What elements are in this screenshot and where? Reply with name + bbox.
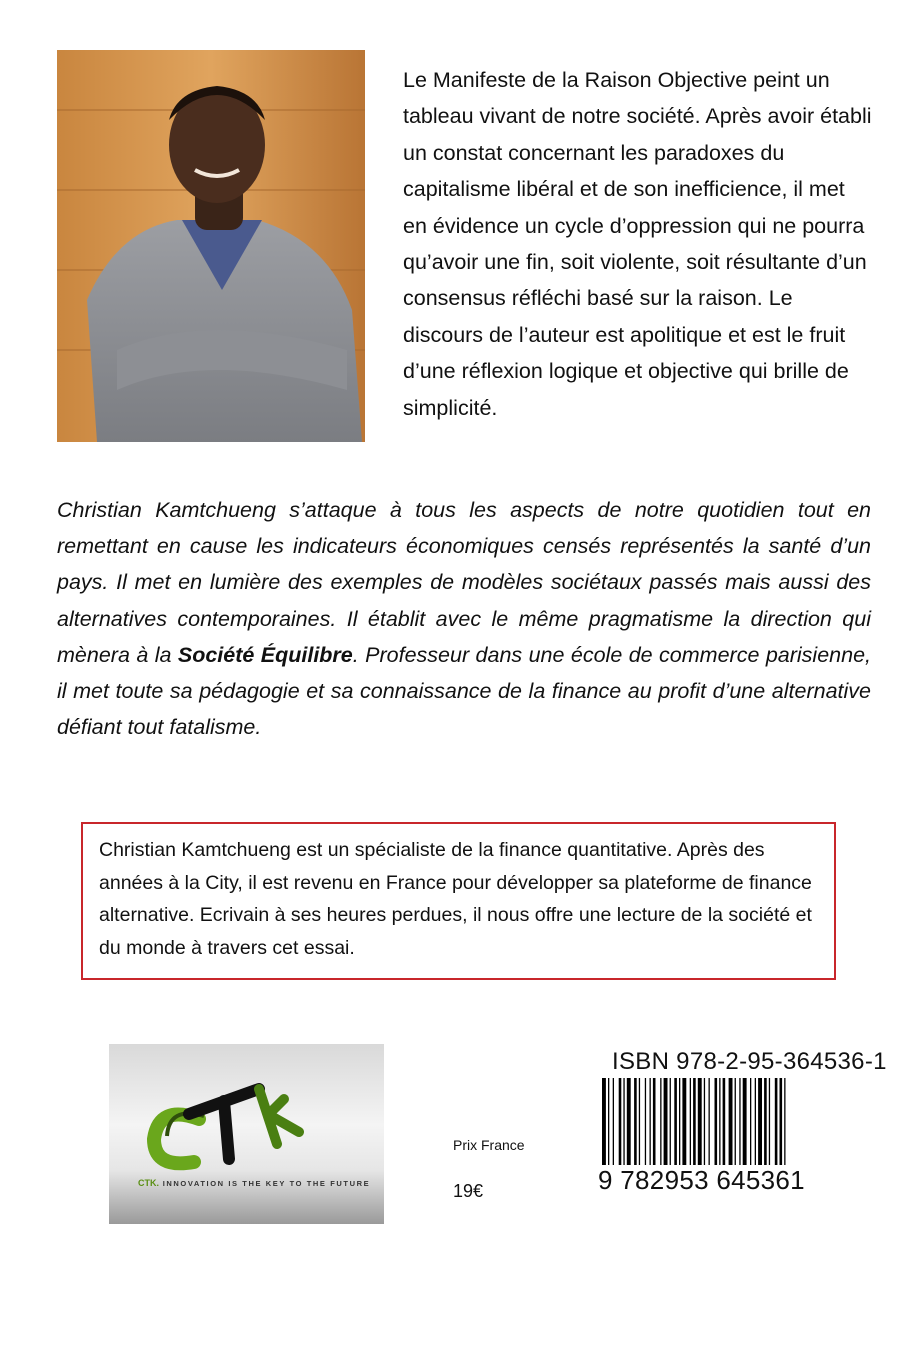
logo-brand: CTK. xyxy=(138,1178,159,1188)
isbn-label: ISBN 978-2-95-364536-1 xyxy=(612,1048,887,1075)
bio-bold-title: Société Équilibre xyxy=(177,642,353,667)
bio-text-part1: Christian Kamtchueng s’attaque à tous les aspects de notre quotidien tout en remettant en cause les indicateurs économiques censés représentés la santé d’un pays. Il met en lumière des exemples de modèles sociétaux passés mais aussi des alternatives contemporaines. Il établit avec le même pragmatisme la direction qui mènera à la xyxy=(57,498,871,667)
bio-text-part2: . Professeur dans une école de commerce parisienne, il met toute sa pédagogie et sa connaissance de la finance au profit d’une alternative défiant tout fatalisme. xyxy=(57,642,872,740)
publisher-logo xyxy=(109,1044,384,1224)
price-label: Prix France xyxy=(453,1137,525,1153)
logo-tagline-text: INNOVATION IS THE KEY TO THE FUTURE xyxy=(162,1179,371,1188)
intro-paragraph: Le Manifeste de la Raison Objective peint un tableau vivant de notre société. Après avoir établi un constat concernant les paradoxes du capitalisme libéral et de son inefficience, il met en évidence un cycle d’oppression qui ne pourra qu’avoir une fin, soit violente, soit résultante d’un consensus réfléchi basé sur la raison. Le discours de l’auteur est apolitique et est le fruit d’une réflexion logique et objective qui brille de simplicité. xyxy=(403,68,872,420)
isbn-digits: 9 782953 645361 xyxy=(598,1165,805,1195)
author-bio-paragraph xyxy=(57,492,871,745)
barcode-bars-icon xyxy=(602,1078,838,1170)
logo-tagline xyxy=(138,1178,378,1188)
ctk-logo-icon xyxy=(109,1044,384,1224)
price-value: 19€ xyxy=(453,1181,484,1201)
author-box xyxy=(81,822,836,980)
author-box-text: Christian Kamtchueng est un spécialiste de la finance quantitative. Après des années à la City, il est revenu en France pour développer sa plateforme de finance alternative. Ecrivain à ses heures perdues, il nous offre une lecture de la société et du monde à travers cet essai. xyxy=(99,839,812,959)
author-photo xyxy=(57,50,365,442)
